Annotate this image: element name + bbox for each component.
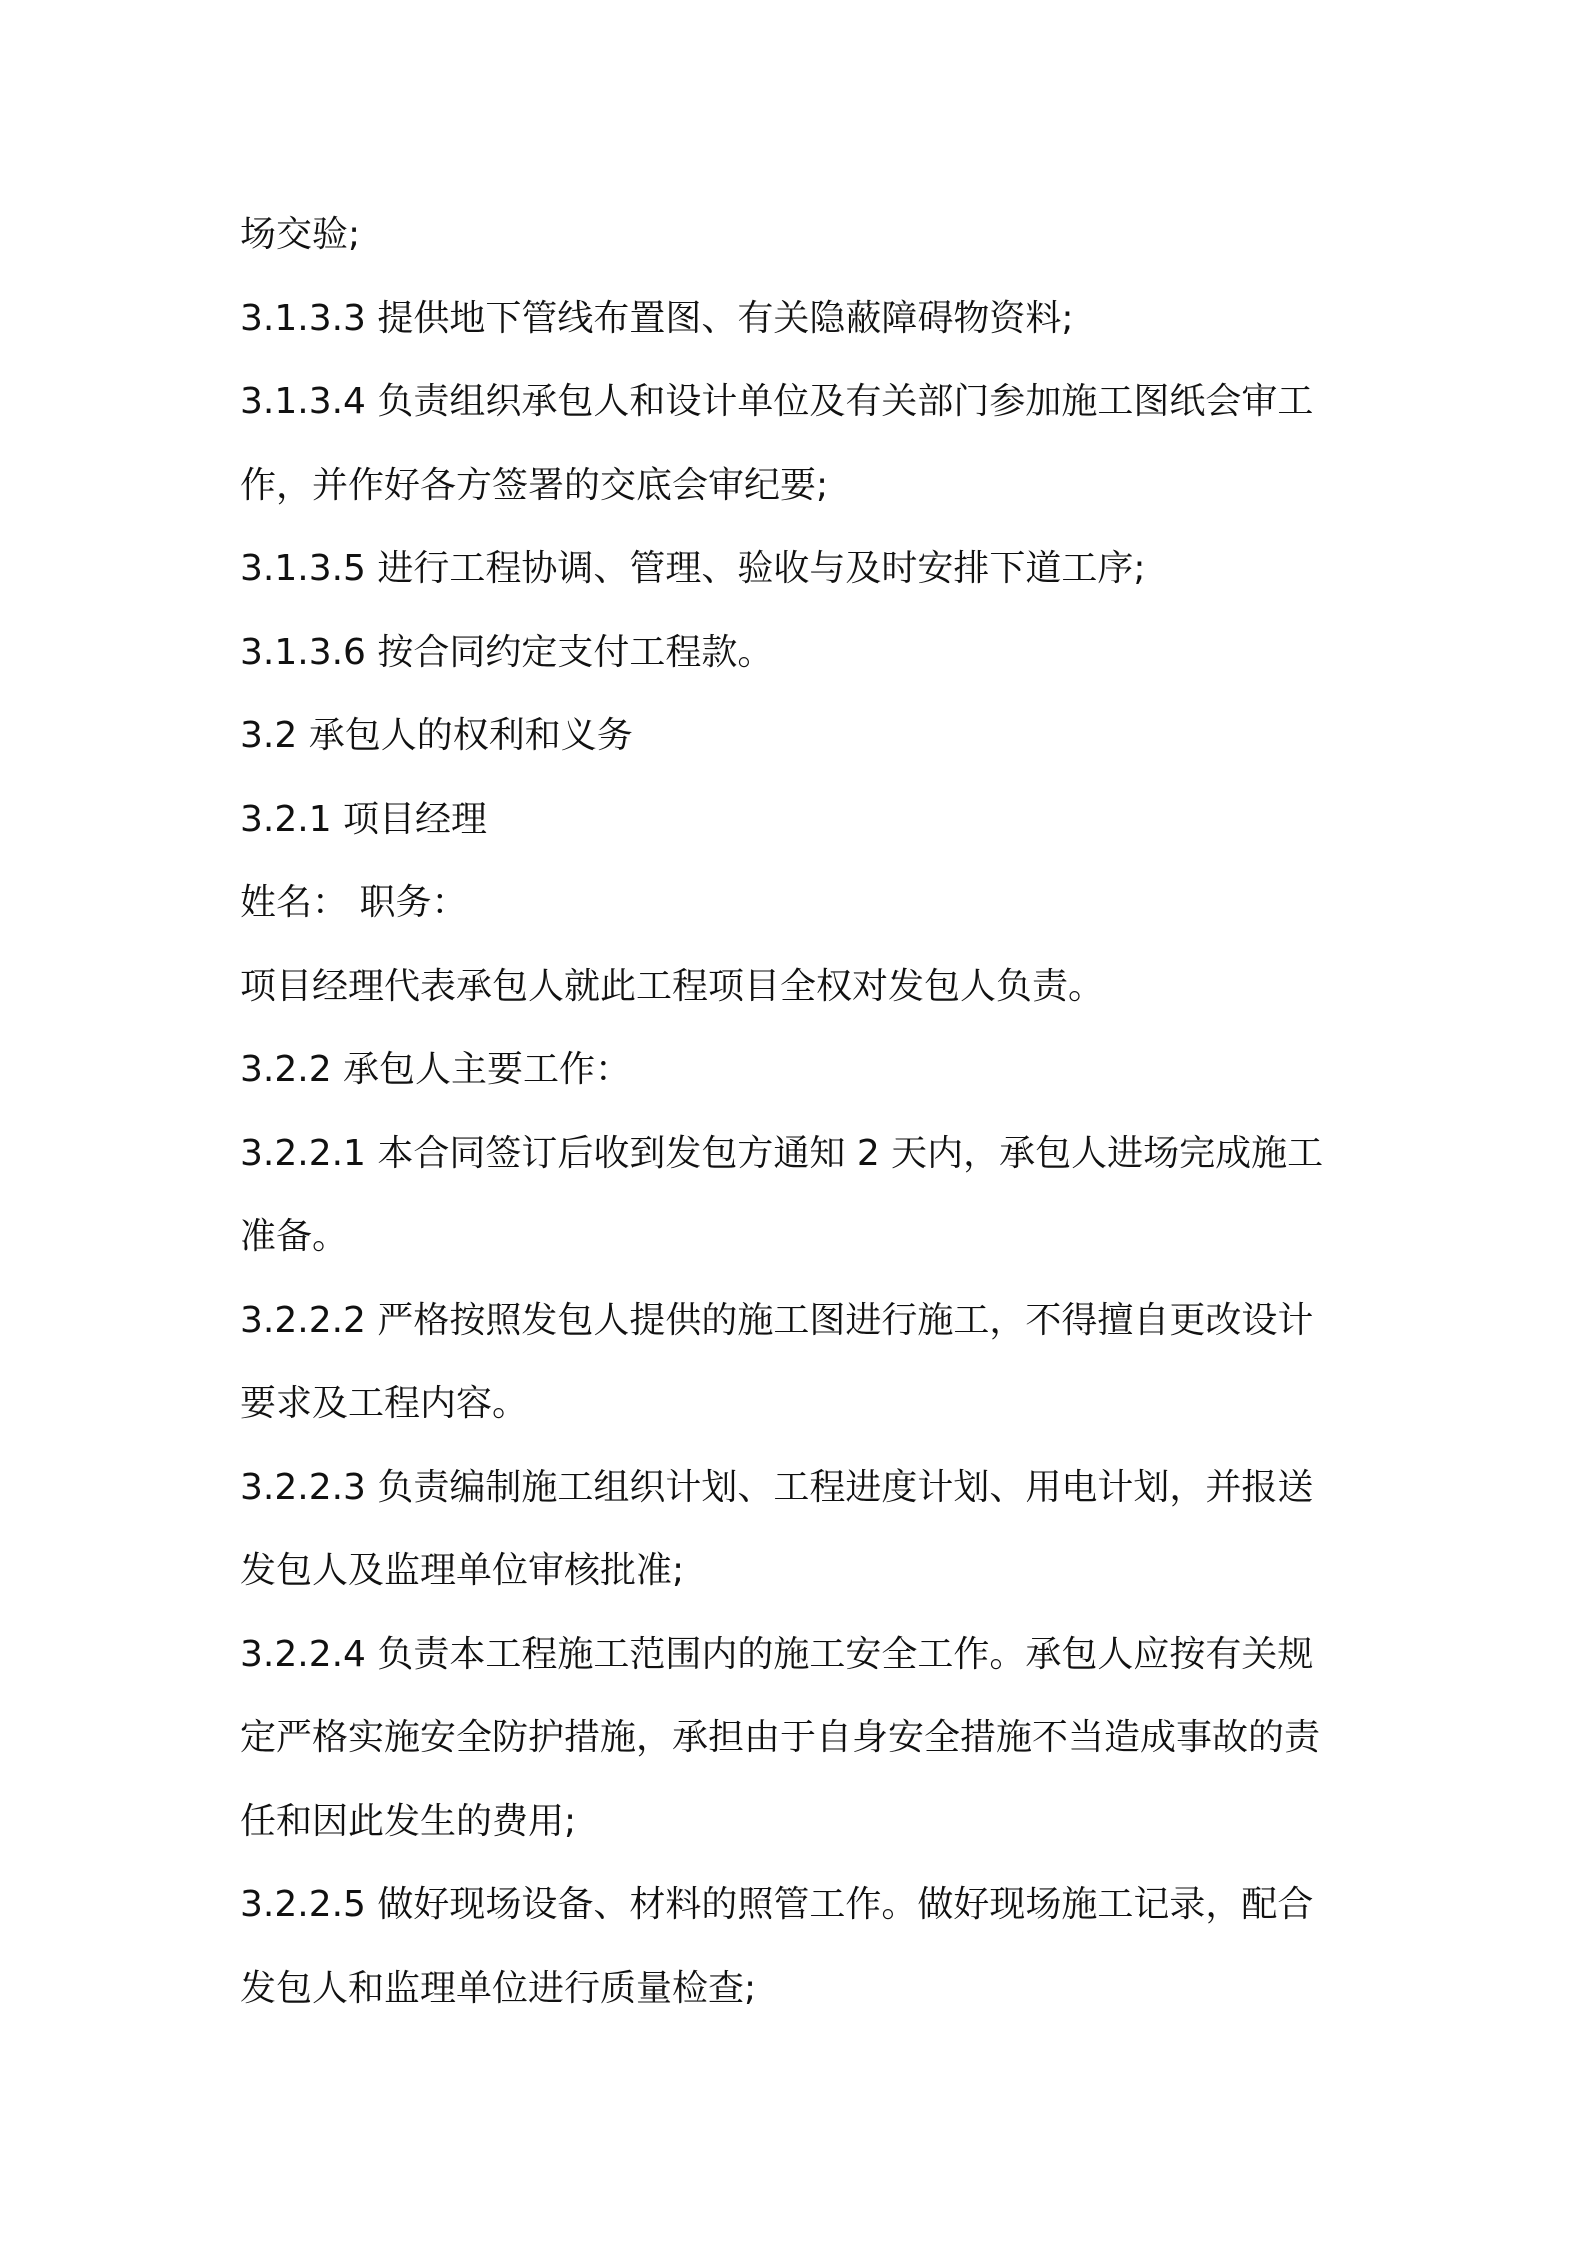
section-heading: 3.2 承包人的权利和义务 bbox=[240, 715, 633, 756]
text-line: 3.2.2.1 本合同签订后收到发包方通知 2 天内，承包人进场完成施工 bbox=[240, 1132, 1324, 1174]
document-body bbox=[240, 193, 1360, 2030]
text-line: 姓名： 职务： bbox=[240, 882, 468, 923]
text-line: 3.2.2.3 负责编制施工组织计划、工程进度计划、用电计划，并报送 bbox=[240, 1466, 1314, 1508]
text-line: 3.2.2.5 做好现场设备、材料的照管工作。做好现场施工记录，配合 bbox=[240, 1884, 1314, 1925]
text-line: 3.2.2.2 严格按照发包人提供的施工图进行施工，不得擅自更改设计 bbox=[240, 1299, 1314, 1341]
text-line: 3.1.3.5 进行工程协调、管理、验收与及时安排下道工序; bbox=[240, 548, 1146, 589]
text-line: 发包人及监理单位审核批准; bbox=[240, 1550, 685, 1591]
text-line: 任和因此发生的费用; bbox=[240, 1800, 577, 1842]
text-line: 3.1.3.3 提供地下管线布置图、有关隐蔽障碍物资料; bbox=[240, 297, 1074, 339]
subsection-heading: 3.2.2 承包人主要工作： bbox=[240, 1049, 632, 1090]
text-line: 准备。 bbox=[240, 1216, 349, 1257]
text-line: 作，并作好各方签署的交底会审纪要; bbox=[240, 464, 829, 506]
subsection-heading: 3.2.1 项目经理 bbox=[240, 798, 488, 840]
text-line: 3.1.3.4 负责组织承包人和设计单位及有关部门参加施工图纸会审工 bbox=[240, 381, 1314, 422]
text-line: 发包人和监理单位进行质量检查; bbox=[240, 1967, 757, 2009]
text-line: 要求及工程内容。 bbox=[240, 1383, 529, 1424]
text-line: 3.1.3.6 按合同约定支付工程款。 bbox=[240, 631, 774, 673]
text-line: 项目经理代表承包人就此工程项目全权对发包人负责。 bbox=[240, 965, 1105, 1007]
text-line: 场交验; bbox=[240, 214, 361, 255]
text-line: 定严格实施安全防护措施，承担由于自身安全措施不当造成事故的责 bbox=[240, 1717, 1321, 1758]
text-line: 3.2.2.4 负责本工程施工范围内的施工安全工作。承包人应按有关规 bbox=[240, 1633, 1314, 1675]
